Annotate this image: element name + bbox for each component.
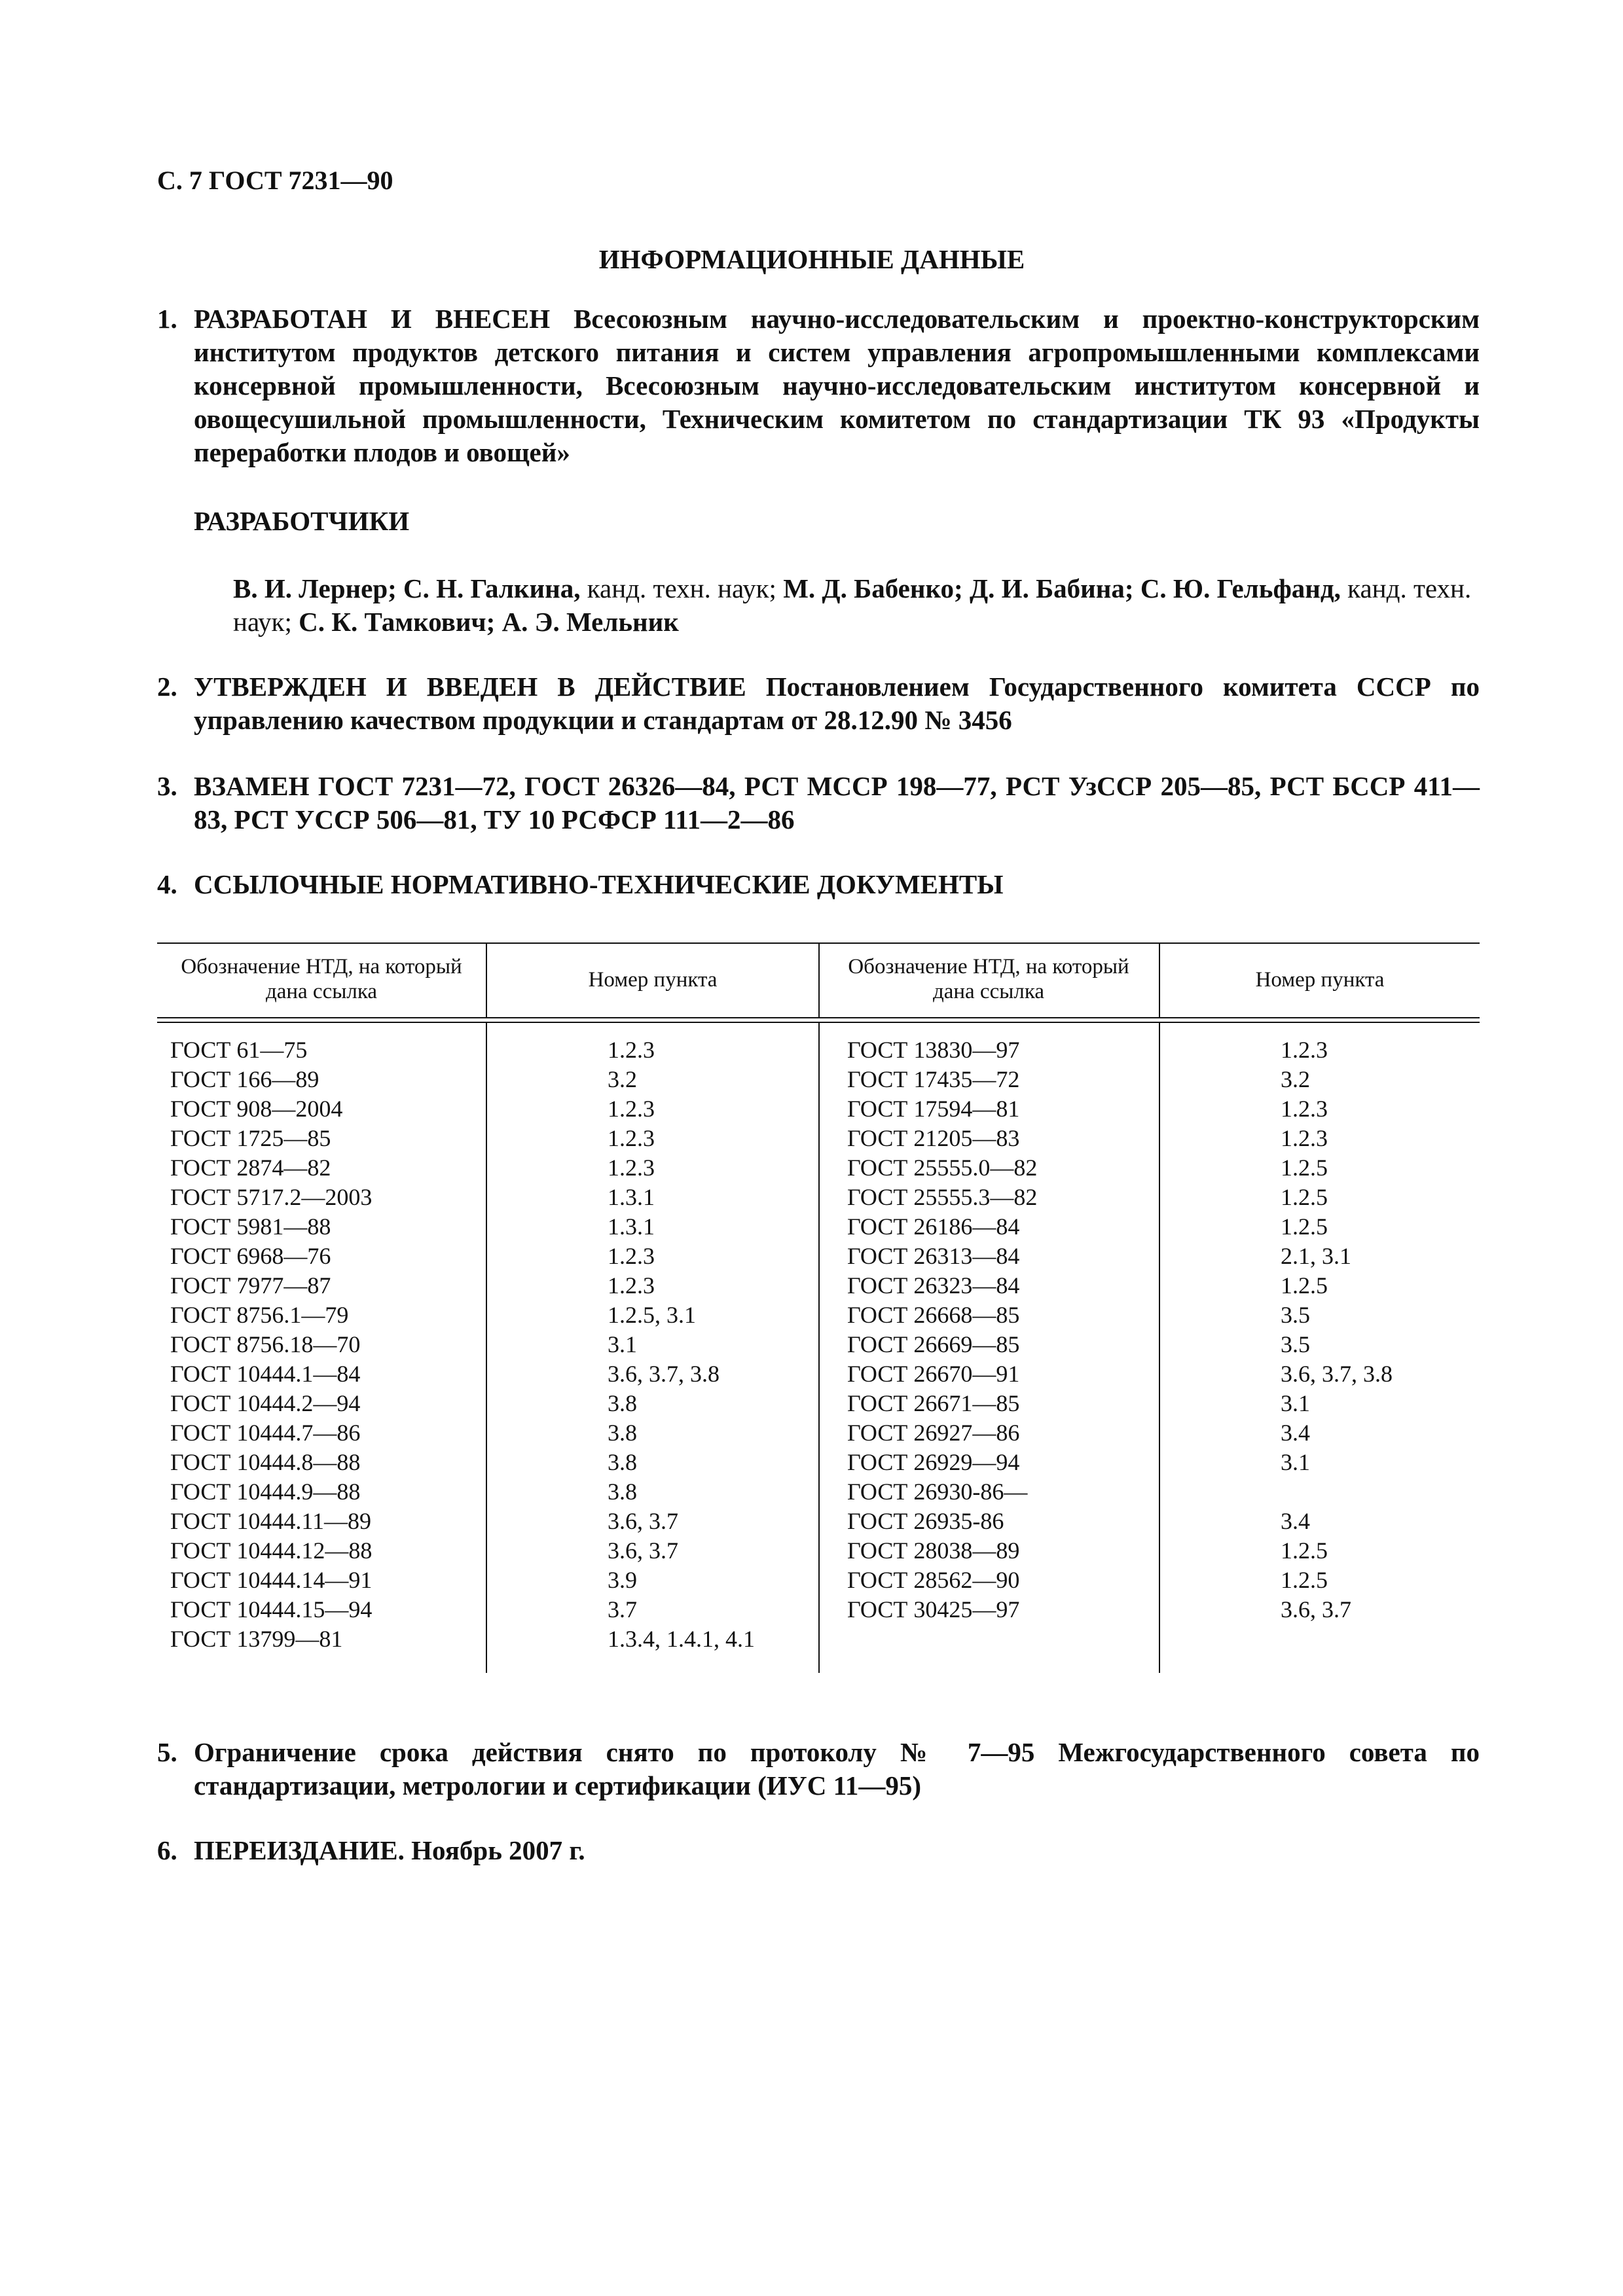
table-cell: 3.7 (608, 1596, 637, 1623)
developers-heading: РАЗРАБОТЧИКИ (194, 506, 410, 536)
table-cell: 1.3.1 (608, 1184, 655, 1210)
table-cell: 3.5 (1281, 1331, 1310, 1357)
item-text: ПЕРЕИЗДАНИЕ. Ноябрь 2007 г. (194, 1835, 585, 1865)
table-cell: ГОСТ 8756.18—70 (170, 1331, 361, 1357)
table-cell: 3.6, 3.7 (608, 1508, 678, 1534)
developers-list (233, 572, 1480, 639)
item-text: УТВЕРЖДЕН И ВВЕДЕН В ДЕЙСТВИЕ Постановлением Государственного комитета СССР по управлению качеством продукции и стандартам от 28.12.90 № 3456 (194, 672, 1480, 735)
developer-names: С. К. Тамкович; А. Э. Мельник (299, 607, 679, 637)
table-cell: 3.2 (1281, 1066, 1310, 1092)
table-cell: 3.4 (1281, 1420, 1310, 1446)
table-cell: 3.1 (1281, 1449, 1310, 1475)
developer-degree: канд. техн. наук; (233, 573, 1472, 637)
table-cell: ГОСТ 30425—97 (847, 1596, 1020, 1623)
table-cell: ГОСТ 28038—89 (847, 1537, 1020, 1564)
item-text: ССЫЛОЧНЫЕ НОРМАТИВНО-ТЕХНИЧЕСКИЕ ДОКУМЕНТЫ (194, 869, 1004, 899)
table-cell: ГОСТ 26313—84 (847, 1243, 1020, 1269)
item-number: 6. (157, 1835, 177, 1865)
table-cell: 3.6, 3.7 (608, 1537, 678, 1564)
table-cell: ГОСТ 61—75 (170, 1037, 308, 1063)
table-cell: ГОСТ 6968—76 (170, 1243, 331, 1269)
references-table (157, 942, 1480, 1673)
table-cell: 1.2.3 (1281, 1096, 1328, 1122)
column-header-doc-right: Обозначение НТД, на который дана ссылка (848, 955, 1129, 1003)
page-header: С. 7 ГОСТ 7231—90 (157, 166, 393, 195)
table-cell: ГОСТ 26668—85 (847, 1302, 1020, 1328)
table-cell: 3.9 (608, 1567, 637, 1593)
table-cell: 3.8 (608, 1479, 637, 1505)
developer-names: В. И. Лернер; С. Н. Галкина, (233, 573, 581, 603)
table-cell: ГОСТ 5717.2—2003 (170, 1184, 373, 1210)
table-cell: 3.2 (608, 1066, 637, 1092)
table-cell: 1.2.5 (1281, 1537, 1328, 1564)
table-cell: 1.2.5 (1281, 1184, 1328, 1210)
table-cell: ГОСТ 26671—85 (847, 1390, 1020, 1416)
table-cell: ГОСТ 5981—88 (170, 1213, 331, 1240)
table-cell: 3.8 (608, 1449, 637, 1475)
table-cell: ГОСТ 25555.3—82 (847, 1184, 1038, 1210)
table-cell: ГОСТ 26929—94 (847, 1449, 1020, 1475)
column-point-right (1281, 1035, 1477, 1624)
column-doc-left (170, 1035, 478, 1654)
table-cell: ГОСТ 1725—85 (170, 1125, 331, 1151)
table-cell: 1.2.5 (1281, 1155, 1328, 1181)
column-point-left (608, 1035, 817, 1654)
table-cell: 3.1 (1281, 1390, 1310, 1416)
table-cell: ГОСТ 26669—85 (847, 1331, 1020, 1357)
table-cell: 1.2.3 (608, 1272, 655, 1299)
table-cell: ГОСТ 10444.7—86 (170, 1420, 361, 1446)
table-cell: ГОСТ 166—89 (170, 1066, 319, 1092)
table-cell: ГОСТ 13830—97 (847, 1037, 1020, 1063)
column-header-point-left: Номер пункта (588, 968, 718, 992)
table-cell: ГОСТ 21205—83 (847, 1125, 1020, 1151)
table-cell: ГОСТ 10444.11—89 (170, 1508, 372, 1534)
table-cell: 1.2.5 (1281, 1213, 1328, 1240)
table-cell: 1.2.3 (608, 1096, 655, 1122)
table-cell: 3.8 (608, 1390, 637, 1416)
table-cell: 1.2.3 (608, 1243, 655, 1269)
table-cell: ГОСТ 908—2004 (170, 1096, 343, 1122)
table-cell: ГОСТ 26927—86 (847, 1420, 1020, 1446)
table-cell: ГОСТ 26930-86— (847, 1479, 1028, 1505)
table-cell: ГОСТ 8756.1—79 (170, 1302, 349, 1328)
developer-degree: канд. техн. наук; (580, 573, 784, 603)
table-cell: ГОСТ 26186—84 (847, 1213, 1020, 1240)
table-cell: ГОСТ 10444.8—88 (170, 1449, 361, 1475)
table-column-divider (1159, 1022, 1160, 1673)
table-cell: 3.6, 3.7 (1281, 1596, 1351, 1623)
item-number: 4. (157, 869, 177, 899)
table-cell: 1.2.3 (1281, 1037, 1328, 1063)
table-cell: ГОСТ 10444.1—84 (170, 1361, 361, 1387)
table-cell: 1.2.3 (1281, 1125, 1328, 1151)
item-text: ВЗАМЕН ГОСТ 7231—72, ГОСТ 26326—84, РСТ МССР 198—77, РСТ УзССР 205—85, РСТ БССР 411—83, РСТ УССР 506—81, ТУ 10 РСФСР 111—2—86 (194, 771, 1480, 834)
table-cell: 3.1 (608, 1331, 637, 1357)
table-cell: ГОСТ 10444.12—88 (170, 1537, 373, 1564)
table-column-divider (818, 1022, 820, 1673)
table-cell: 3.5 (1281, 1302, 1310, 1328)
table-cell: 3.8 (608, 1420, 637, 1446)
table-cell: ГОСТ 26935-86 (847, 1508, 1004, 1534)
table-cell: ГОСТ 2874—82 (170, 1155, 331, 1181)
item-number: 1. (157, 304, 177, 334)
table-cell: 1.3.4, 1.4.1, 4.1 (608, 1626, 755, 1652)
table-cell: 3.4 (1281, 1508, 1310, 1534)
column-doc-right (847, 1035, 1155, 1624)
column-header-doc-left: Обозначение НТД, на который дана ссылка (181, 955, 462, 1003)
table-cell: 2.1, 3.1 (1281, 1243, 1351, 1269)
table-cell: 1.2.3 (608, 1125, 655, 1151)
item-number: 5. (157, 1737, 177, 1767)
table-cell: 3.6, 3.7, 3.8 (608, 1361, 720, 1387)
table-cell: ГОСТ 13799—81 (170, 1626, 343, 1652)
table-cell: ГОСТ 17435—72 (847, 1066, 1020, 1092)
table-cell: ГОСТ 25555.0—82 (847, 1155, 1038, 1181)
table-cell: 1.3.1 (608, 1213, 655, 1240)
item-text: РАЗРАБОТАН И ВНЕСЕН Всесоюзным научно-исследовательским и проектно-конструкторским институтом продуктов детского питания и систем управления агропромышленными комплексами консервной промышленности, Всесоюзным научно-исследовательским институтом консервной и овощесушильной промышленности, Техническим комитетом по стандартизации ТК 93 «Продукты переработки плодов и овощей» (194, 304, 1480, 467)
developer-names: М. Д. Бабенко; Д. И. Бабина; С. Ю. Гельфанд, (783, 573, 1341, 603)
column-header-point-right: Номер пункта (1255, 968, 1385, 992)
table-cell: ГОСТ 10444.9—88 (170, 1479, 361, 1505)
table-cell: ГОСТ 26323—84 (847, 1272, 1020, 1299)
table-column-divider (818, 942, 820, 1018)
page-title: ИНФОРМАЦИОННЫЕ ДАННЫЕ (598, 244, 1025, 274)
table-cell: ГОСТ 26670—91 (847, 1361, 1020, 1387)
table-cell: 1.2.5 (1281, 1567, 1328, 1593)
table-cell: ГОСТ 10444.2—94 (170, 1390, 361, 1416)
item-text: Ограничение срока действия снято по протоколу № 7—95 Межгосударственного совета по стандартизации, метрологии и сертификации (ИУС 11—95) (194, 1737, 1480, 1801)
table-cell: ГОСТ 17594—81 (847, 1096, 1020, 1122)
table-cell: 3.6, 3.7, 3.8 (1281, 1361, 1393, 1387)
table-cell: ГОСТ 10444.15—94 (170, 1596, 373, 1623)
table-cell: ГОСТ 10444.14—91 (170, 1567, 373, 1593)
table-cell (1281, 1477, 1477, 1507)
table-cell: ГОСТ 28562—90 (847, 1567, 1020, 1593)
item-number: 3. (157, 771, 177, 801)
table-cell: 1.2.5, 3.1 (608, 1302, 696, 1328)
table-cell: 1.2.5 (1281, 1272, 1328, 1299)
item-number: 2. (157, 672, 177, 702)
table-column-divider (486, 1022, 487, 1673)
table-cell: ГОСТ 7977—87 (170, 1272, 331, 1299)
table-cell: 1.2.3 (608, 1155, 655, 1181)
table-cell: 1.2.3 (608, 1037, 655, 1063)
